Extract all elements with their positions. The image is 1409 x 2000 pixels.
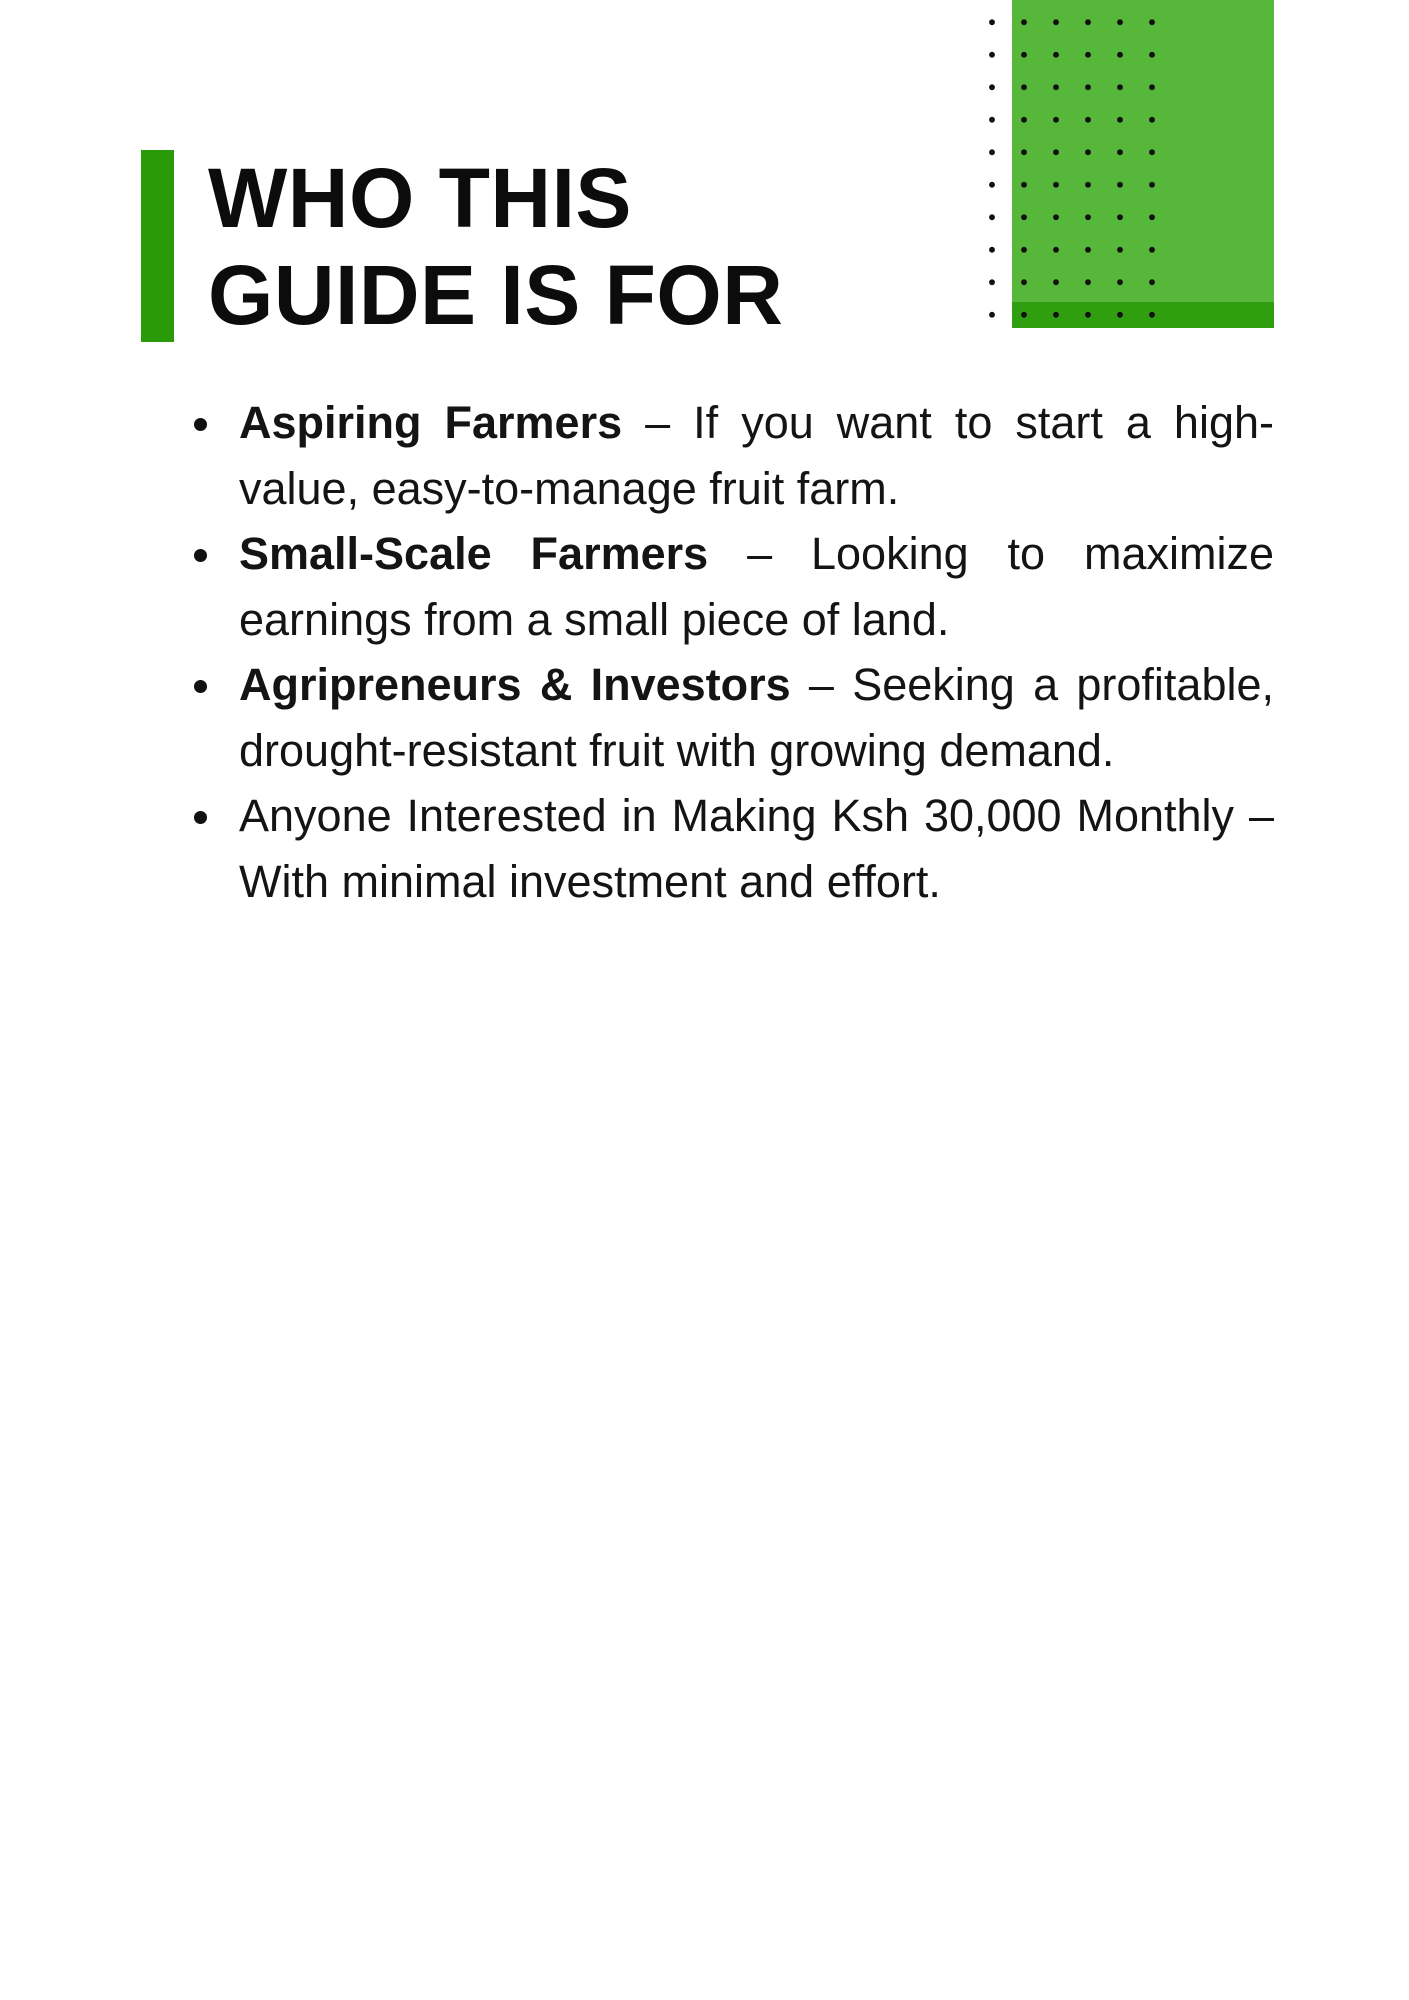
bullet-icon [194,811,207,824]
heading-accent-bar [141,150,174,342]
list-item-text: – If you want to start a high-value, easy-to-manage fruit farm. [239,397,1274,514]
list-item-bold: Small-Scale Farmers [239,528,709,579]
list-item [186,521,1274,652]
bullet-icon [194,549,207,562]
bullet-icon [194,418,207,431]
list-item [186,783,1274,914]
list-item-text: Anyone Interested in Making Ksh 30,000 Monthly – With minimal investment and effort. [239,790,1274,907]
page-title [208,150,783,344]
decorative-dot-grid [976,6,1158,324]
list-item-text: – Seeking a profitable, drought-resistant fruit with growing demand. [239,659,1274,776]
page-title-line-2: GUIDE IS FOR [208,248,784,342]
list-item [186,390,1274,521]
page-title-line-1: WHO THIS [208,151,632,245]
list-item-bold: Aspiring Farmers [239,397,623,448]
list-item-bold: Agripreneurs & Investors [239,659,791,710]
audience-list [186,390,1274,914]
bullet-icon [194,680,207,693]
list-item-text: – Looking to maximize earnings from a small piece of land. [239,528,1274,645]
list-item [186,652,1274,783]
